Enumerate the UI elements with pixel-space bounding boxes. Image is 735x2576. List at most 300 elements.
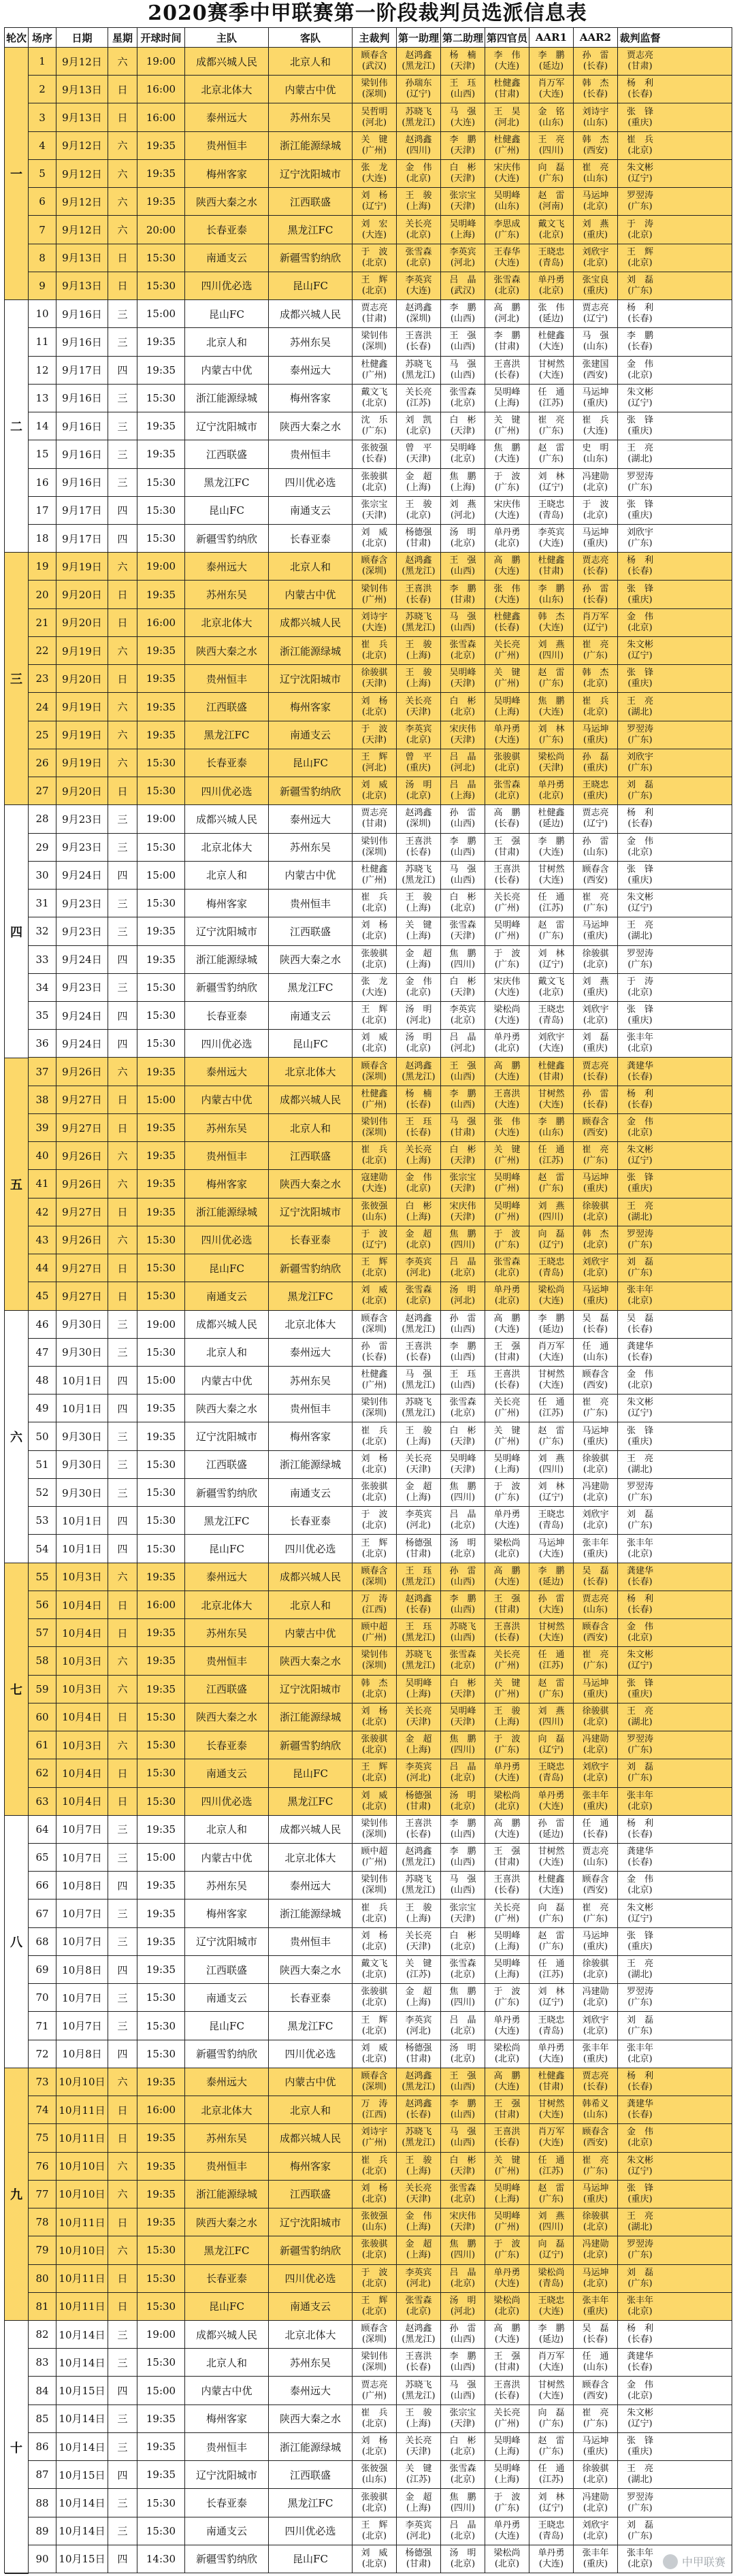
cell-aar2	[574, 1311, 618, 1338]
official-name: 杜健鑫	[538, 2070, 565, 2081]
cell-date: 9月16日	[56, 328, 108, 355]
official-region: (北京)	[583, 706, 608, 717]
table-row	[29, 2433, 732, 2461]
official-region: (长春)	[627, 1857, 653, 1868]
official-name: 白 彬	[449, 892, 476, 903]
cell-away-team: 四川优必选	[269, 469, 353, 496]
cell-aar1	[529, 2377, 574, 2404]
official-name: 刘 燕	[538, 1706, 565, 1716]
cell-assistant-2	[441, 1114, 485, 1141]
official-region: (湖北)	[627, 1464, 653, 1475]
cell-fourth-official	[485, 1647, 529, 1674]
cell-fourth-official	[485, 1282, 529, 1309]
official-name: 戴文飞	[538, 976, 565, 987]
cell-weekday: 四	[108, 1507, 137, 1534]
cell-home-team: 黑龙江FC	[185, 1507, 269, 1534]
cell-aar2	[574, 1226, 618, 1254]
official-name: 刘 磊	[626, 2015, 653, 2025]
official-region: (青岛)	[538, 1268, 564, 1279]
official-name: 任 通	[538, 2464, 565, 2475]
official-region: (黑龙江)	[402, 1661, 436, 1672]
cell-home-team: 泰州远大	[185, 2068, 269, 2096]
official-region: (武汉)	[450, 285, 476, 296]
official-region: (山西)	[450, 875, 476, 885]
official-name: 崔 亮	[582, 2155, 609, 2166]
cell-assistant-2	[441, 1030, 485, 1057]
official-name: 焦 鹏	[449, 2492, 476, 2502]
table-row	[29, 1816, 732, 1844]
cell-away-team: 成都兴城人民	[269, 609, 353, 636]
official-name: 罗翌涛	[626, 2492, 653, 2502]
cell-home-team: 北京北体大	[185, 76, 269, 103]
cell-assistant-2	[441, 2012, 485, 2039]
official-region: (长春)	[494, 370, 520, 380]
official-region: (长春)	[583, 2334, 608, 2345]
official-name: 焦 鹏	[449, 471, 476, 482]
cell-match-no: 13	[29, 385, 56, 412]
official-name: 王 珏	[449, 78, 476, 89]
official-name: 苏晓飞	[449, 1622, 476, 1633]
cell-assistant-2	[441, 76, 485, 103]
official-name: 金 铭	[538, 106, 565, 117]
cell-home-team: 成都兴城人民	[185, 1311, 269, 1338]
cell-match-no: 48	[29, 1367, 56, 1394]
official-name: 刘欣宇	[582, 1762, 609, 1773]
official-region: (广州)	[494, 1184, 520, 1194]
official-name: 朱文彬	[626, 2407, 653, 2418]
official-region: (四川)	[538, 2222, 564, 2233]
cell-fourth-official	[485, 1928, 529, 1955]
official-name: 高 鹏	[493, 808, 521, 819]
official-name: 张宗宝	[449, 1902, 476, 1913]
official-name: 张 锋	[626, 583, 653, 594]
official-region: (天津)	[450, 1689, 476, 1699]
official-name: 梁钊伟	[361, 1650, 388, 1661]
cell-away-team: 贵州恒丰	[269, 440, 353, 468]
official-region: (上海)	[406, 2250, 431, 2261]
official-name: 王 辉	[361, 2295, 388, 2306]
cell-aar1	[529, 1816, 574, 1843]
official-region: (北京)	[450, 1970, 476, 1980]
official-name: 王晓忠	[582, 780, 609, 791]
official-region: (大连)	[538, 706, 564, 717]
cell-assistant-2	[441, 1451, 485, 1478]
cell-home-team: 苏州东吴	[185, 1872, 269, 1899]
official-region: (北京)	[450, 2530, 476, 2541]
official-region: (广东)	[627, 1745, 653, 1756]
cell-match-no: 61	[29, 1731, 56, 1759]
official-region: (天津)	[450, 1156, 476, 1167]
official-name: 王晓忠	[538, 1257, 565, 1268]
cell-away-team: 苏州东吴	[269, 2349, 353, 2376]
cell-supervisor	[618, 1844, 662, 1871]
official-region: (天津)	[361, 679, 387, 689]
official-region: (北京)	[361, 1464, 387, 1475]
cell-assistant-1	[397, 2517, 441, 2545]
cell-fourth-official	[485, 946, 529, 973]
cell-assistant-2	[441, 1507, 485, 1534]
official-region: (北京)	[450, 2558, 476, 2569]
cell-supervisor	[618, 1086, 662, 1113]
official-name: 刘 燕	[582, 218, 609, 229]
cell-assistant-2	[441, 1170, 485, 1197]
cell-kickoff: 19:35	[137, 188, 185, 215]
cell-aar2	[574, 2040, 618, 2068]
official-name: 史 明	[582, 443, 609, 454]
official-name: 朱文彬	[626, 1397, 653, 1408]
cell-supervisor	[618, 1703, 662, 1731]
official-name: 吕 晶	[449, 1510, 476, 1520]
cell-away-team: 辽宁沈阳城市	[269, 665, 353, 692]
cell-weekday: 六	[108, 160, 137, 187]
table-row	[29, 1170, 732, 1198]
official-region: (黑龙江)	[402, 2081, 436, 2092]
official-name: 崔 兵	[582, 415, 609, 426]
cell-aar1	[529, 1591, 574, 1618]
table-row	[29, 1311, 732, 1339]
cell-aar1	[529, 1058, 574, 1085]
official-name: 马运坤	[582, 387, 609, 397]
cell-supervisor	[618, 2040, 662, 2068]
official-name: 刘 燕	[538, 2211, 565, 2222]
cell-fourth-official	[485, 216, 529, 243]
official-region: (长春)	[406, 847, 431, 858]
cell-fourth-official	[485, 1170, 529, 1197]
official-name: 王晓忠	[538, 1510, 565, 1520]
cell-away-team: 梅州客家	[269, 385, 353, 412]
official-name: 张雪森	[405, 1285, 432, 1296]
official-region: (大连)	[538, 1099, 564, 1110]
official-region: (江苏)	[538, 1661, 564, 1672]
table-row	[29, 1339, 732, 1367]
official-name: 张雪森	[449, 2183, 476, 2194]
cell-weekday: 三	[108, 1311, 137, 1338]
official-name: 王 亮	[626, 443, 653, 454]
cell-match-no: 1	[29, 48, 56, 75]
cell-fourth-official	[485, 1872, 529, 1899]
official-name: 崔 兵	[361, 640, 388, 651]
official-region: (北京)	[583, 1493, 608, 1503]
cell-aar2	[574, 1254, 618, 1282]
cell-weekday: 日	[108, 777, 137, 804]
cell-supervisor	[618, 974, 662, 1001]
official-region: (深圳)	[361, 566, 387, 577]
cell-kickoff: 19:35	[137, 1199, 185, 1226]
cell-match-no: 55	[29, 1563, 56, 1591]
cell-aar1	[529, 1226, 574, 1254]
cell-referee	[353, 2236, 397, 2264]
official-name: 王 骏	[405, 191, 432, 201]
official-name: 吕 晶	[449, 780, 476, 791]
cell-aar1	[529, 497, 574, 524]
official-name: 孙 雷	[582, 836, 609, 847]
official-region: (长春)	[627, 1099, 653, 1110]
official-name: 向 磊	[538, 2239, 565, 2250]
table-row	[29, 1703, 732, 1731]
official-name: 杨德强	[405, 2042, 432, 2053]
cell-assistant-1	[397, 188, 441, 215]
official-region: (长春)	[583, 1576, 608, 1587]
cell-kickoff: 15:30	[137, 1703, 185, 1731]
official-region: (江苏)	[538, 903, 564, 914]
cell-weekday: 日	[108, 1788, 137, 1815]
official-name: 杨德强	[405, 2547, 432, 2558]
official-name: 张丰年	[582, 2295, 609, 2306]
official-region: (北京)	[406, 1239, 431, 1250]
official-name: 孙 雷	[361, 1341, 388, 1352]
cell-weekday: 六	[108, 1731, 137, 1759]
cell-assistant-2	[441, 862, 485, 889]
cell-aar1	[529, 160, 574, 187]
table-row	[29, 2236, 732, 2264]
cell-assistant-1	[397, 1199, 441, 1226]
official-name: 杨 利	[626, 555, 653, 566]
cell-date: 9月27日	[56, 1114, 108, 1141]
official-region: (长春)	[627, 1352, 653, 1363]
official-region: (深圳)	[361, 1829, 387, 1840]
official-region: (湖北)	[627, 1716, 653, 1727]
cell-aar1	[529, 946, 574, 973]
official-region: (辽宁)	[627, 2418, 653, 2429]
table-row	[29, 1928, 732, 1956]
official-name: 赵 雷	[538, 920, 565, 931]
official-region: (广东)	[627, 762, 653, 773]
table-row	[29, 1984, 732, 2012]
cell-aar1	[529, 1142, 574, 1169]
cell-away-team: 黑龙江FC	[269, 2489, 353, 2516]
cell-date: 9月13日	[56, 76, 108, 103]
cell-date: 10月1日	[56, 1395, 108, 1422]
official-name: 崔 亮	[538, 415, 565, 426]
official-name: 张丰年	[582, 2042, 609, 2053]
cell-assistant-1	[397, 2236, 441, 2264]
official-name: 杨德强	[405, 527, 432, 538]
official-name: 金 伟	[405, 163, 432, 174]
official-region: (天津)	[450, 174, 476, 184]
official-region: (山西)	[450, 370, 476, 380]
cell-kickoff: 19:35	[137, 1928, 185, 1955]
cell-weekday: 日	[108, 2096, 137, 2123]
official-region: (甘肃)	[406, 1548, 431, 1559]
cell-supervisor	[618, 2068, 662, 2096]
cell-fourth-official	[485, 1563, 529, 1591]
official-region: (甘肃)	[494, 2110, 520, 2121]
table-row	[29, 1002, 732, 1030]
cell-referee	[353, 1956, 397, 1983]
official-region: (青岛)	[538, 1015, 564, 1026]
official-region: (北京)	[450, 2278, 476, 2289]
cell-away-team: 南通支云	[269, 721, 353, 749]
official-region: (四川)	[538, 1716, 564, 1727]
official-region: (江苏)	[538, 2166, 564, 2176]
cell-kickoff: 19:35	[137, 1619, 185, 1646]
cell-kickoff: 15:30	[137, 1339, 185, 1366]
official-region: (天津)	[450, 1716, 476, 1727]
official-region: (四川)	[538, 651, 564, 662]
official-name: 杨 楠	[405, 1088, 432, 1099]
official-name: 徐骏骐	[582, 1453, 609, 1464]
cell-match-no: 75	[29, 2124, 56, 2151]
official-name: 王 强	[493, 1341, 521, 1352]
official-region: (北京)	[450, 1661, 476, 1672]
cell-supervisor	[618, 328, 662, 355]
official-region: (北京)	[361, 2418, 387, 2429]
official-name: 关长亮	[405, 2183, 432, 2194]
official-name: 吴明峰	[493, 1930, 521, 1941]
official-region: (天津)	[361, 734, 387, 745]
cell-supervisor	[618, 917, 662, 945]
cell-aar1	[529, 1731, 574, 1759]
official-name: 刘欣宇	[582, 2015, 609, 2025]
official-region: (长春)	[583, 2081, 608, 2092]
cell-supervisor	[618, 1816, 662, 1843]
official-region: (重庆)	[627, 1689, 653, 1699]
cell-weekday: 六	[108, 693, 137, 720]
cell-away-team: 四川优必选	[269, 1535, 353, 1562]
official-region: (青岛)	[538, 1773, 564, 1784]
watermark	[663, 2554, 725, 2569]
official-name: 张雪森	[449, 1959, 476, 1970]
official-region: (广东)	[538, 1913, 564, 1924]
cell-referee	[353, 160, 397, 187]
cell-fourth-official	[485, 1591, 529, 1618]
official-name: 徐骏骐	[582, 2464, 609, 2475]
cell-weekday: 四	[108, 1030, 137, 1057]
official-region: (长春)	[583, 1099, 608, 1110]
official-name: 关长亮	[405, 387, 432, 397]
official-region: (河北)	[406, 1015, 431, 1026]
cell-aar1	[529, 385, 574, 412]
official-region: (上海)	[406, 2502, 431, 2513]
official-name: 赵 雷	[538, 1930, 565, 1941]
official-name: 赵鸿鑫	[405, 1313, 432, 1324]
cell-date: 10月11日	[56, 2293, 108, 2320]
cell-home-team: 陕西大秦之水	[185, 637, 269, 664]
official-region: (北京)	[627, 622, 653, 633]
official-region: (四川)	[450, 1239, 476, 1250]
official-name: 刘 林	[538, 2492, 565, 2502]
official-name: 焦 鹏	[449, 1228, 476, 1239]
official-region: (大连)	[538, 2138, 564, 2149]
official-region: (重庆)	[583, 2194, 608, 2204]
cell-match-no: 53	[29, 1507, 56, 1534]
cell-assistant-1	[397, 890, 441, 917]
cell-fourth-official	[485, 581, 529, 608]
cell-fourth-official	[485, 974, 529, 1001]
cell-referee	[353, 1395, 397, 1422]
cell-match-no: 63	[29, 1788, 56, 1815]
cell-kickoff: 15:30	[137, 1535, 185, 1562]
cell-fourth-official	[485, 2153, 529, 2180]
cell-match-no: 24	[29, 693, 56, 720]
official-name: 金 伟	[626, 611, 653, 622]
official-name: 白 彬	[449, 1678, 476, 1689]
official-region: (长春)	[627, 1324, 653, 1335]
official-region: (北京)	[361, 1520, 387, 1531]
official-region: (广州)	[494, 1661, 520, 1672]
official-name: 李英宾	[405, 2520, 432, 2530]
cell-assistant-1	[397, 469, 441, 496]
cell-date: 10月7日	[56, 2012, 108, 2039]
cell-aar1	[529, 749, 574, 777]
cell-match-no: 22	[29, 637, 56, 664]
cell-kickoff: 15:30	[137, 1759, 185, 1787]
table-row	[29, 188, 732, 216]
official-name: 杨 利	[626, 808, 653, 819]
cell-assistant-1	[397, 721, 441, 749]
official-region: (天津)	[450, 2166, 476, 2176]
official-name: 罗翌涛	[626, 723, 653, 734]
official-name: 吕 晶	[449, 751, 476, 762]
official-name: 于 涛	[626, 976, 653, 987]
official-name: 张雪森	[449, 1650, 476, 1661]
cell-aar2	[574, 749, 618, 777]
official-region: (大连)	[494, 510, 520, 521]
official-region: (北京)	[583, 1970, 608, 1980]
cell-date: 9月13日	[56, 244, 108, 272]
cell-home-team: 昆山FC	[185, 1535, 269, 1562]
official-region: (天津)	[450, 679, 476, 689]
cell-away-team: 梅州客家	[269, 693, 353, 720]
official-name: 汤 明	[449, 2295, 476, 2306]
cell-kickoff: 19:35	[137, 440, 185, 468]
table-row	[29, 48, 732, 76]
official-region: (天津)	[450, 61, 476, 72]
cell-home-team: 新疆雪豹纳欣	[185, 1479, 269, 1506]
official-region: (四川)	[450, 1745, 476, 1756]
official-region: (长春)	[627, 2334, 653, 2345]
cell-aar1	[529, 2208, 574, 2236]
cell-supervisor	[618, 2489, 662, 2516]
cell-aar1	[529, 1535, 574, 1562]
official-region: (天津)	[538, 762, 564, 773]
official-name: 孙 雷	[449, 2324, 476, 2334]
cell-aar2	[574, 216, 618, 243]
official-region: (长春)	[406, 2110, 431, 2121]
cell-match-no: 15	[29, 440, 56, 468]
official-name: 曾 平	[405, 751, 432, 762]
official-region: (北京)	[361, 1689, 387, 1699]
cell-home-team: 新疆雪豹纳欣	[185, 2545, 269, 2573]
official-name: 杨 利	[626, 2070, 653, 2081]
cell-assistant-2	[441, 2321, 485, 2348]
cell-match-no: 50	[29, 1422, 56, 1450]
official-region: (重庆)	[583, 931, 608, 942]
cell-fourth-official	[485, 103, 529, 131]
official-region: (甘肃)	[538, 2081, 564, 2092]
official-region: (广东)	[538, 931, 564, 942]
official-name: 单丹勇	[538, 2547, 565, 2558]
official-name: 冯建勋	[582, 2239, 609, 2250]
official-region: (天津)	[450, 1211, 476, 1222]
official-region: (广东)	[627, 2025, 653, 2036]
official-name: 王晓忠	[538, 1005, 565, 1015]
official-name: 梁松尚	[493, 1537, 521, 1548]
official-region: (大连)	[538, 1605, 564, 1615]
table-row	[29, 1563, 732, 1591]
official-region: (大连)	[538, 1043, 564, 1054]
official-name: 刘 磊	[626, 1762, 653, 1773]
cell-home-team: 四川优必选	[185, 1226, 269, 1254]
cell-weekday: 三	[108, 1339, 137, 1366]
cell-date: 9月30日	[56, 1451, 108, 1478]
official-name: 关长亮	[493, 1650, 521, 1661]
cell-assistant-1	[397, 272, 441, 299]
table-row	[29, 2181, 732, 2208]
official-region: (北京)	[538, 229, 564, 240]
official-name: 王 辉	[361, 1005, 388, 1015]
cell-assistant-2	[441, 1142, 485, 1169]
